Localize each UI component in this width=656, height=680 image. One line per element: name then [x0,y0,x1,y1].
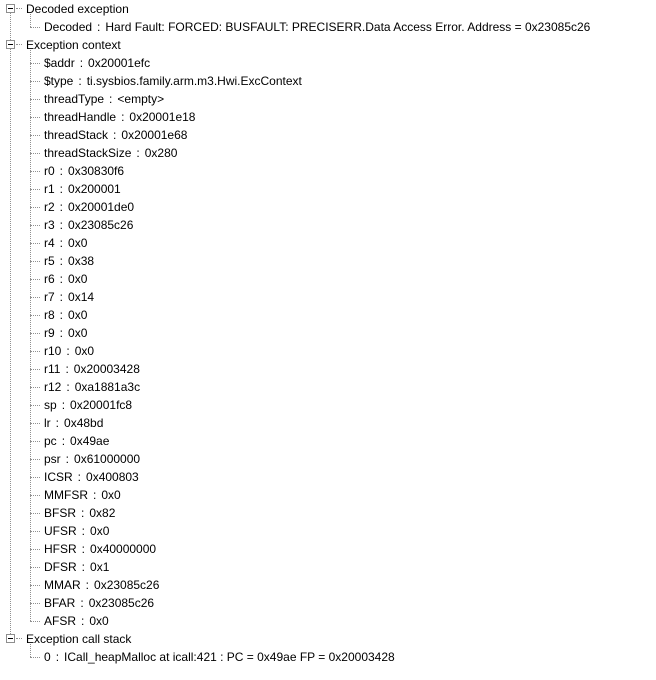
tree-item-separator: : [65,362,69,376]
tree-connector [30,171,40,172]
tree-item-name: r3 [44,218,55,232]
tree-connector [30,153,40,154]
tree-item-separator: : [79,56,84,70]
tree-item-value: 0x280 [144,146,178,160]
tree-connector [30,27,40,28]
tree-item[interactable] [44,288,94,306]
tree-item-name: r4 [44,236,55,250]
tree-section-label[interactable]: Exception context [26,38,121,52]
tree-item-name: r9 [44,326,55,340]
tree-item[interactable] [44,522,109,540]
tree-item-name: r0 [44,164,55,178]
tree-item-name: MMAR [44,578,81,592]
tree-connector [30,14,31,27]
tree-connector [10,13,11,40]
tree-connector [30,279,40,280]
tree-item-name: r5 [44,254,55,268]
tree-item-separator: : [59,326,64,340]
tree-connector [16,638,22,639]
tree-item[interactable] [44,270,87,288]
tree-item-value: 0x0 [90,524,110,538]
tree-item-name: ICSR [44,470,73,484]
tree-connector [30,423,40,424]
tree-item[interactable] [44,450,140,468]
tree-item[interactable] [44,108,195,126]
tree-item[interactable] [44,594,154,612]
tree-connector [30,531,40,532]
tree-item-name: HFSR [44,542,77,556]
tree-connector [16,44,22,45]
tree-item-value: 0x49ae [70,434,110,448]
tree-item-value: 0x20001efc [88,56,151,70]
tree-item-separator: : [59,272,64,286]
tree-item-separator: : [61,434,66,448]
collapse-toggle-icon[interactable] [6,634,15,643]
collapse-toggle-icon[interactable] [6,40,15,49]
tree-connector [30,207,40,208]
tree-item-name: DFSR [44,560,77,574]
tree-item[interactable] [44,144,177,162]
tree-item-value: 0xa1881a3c [74,380,141,394]
tree-item-name: threadStackSize [44,146,132,160]
tree-connector [30,63,40,64]
tree-item-value: 0x400803 [86,470,139,484]
tree-connector [30,50,31,621]
tree-item-separator: : [55,416,60,430]
tree-item-name: $type [44,74,74,88]
tree-item[interactable] [44,360,140,378]
tree-item[interactable] [44,252,94,270]
tree-connector [30,549,40,550]
tree-item[interactable] [44,198,134,216]
tree-item-name: lr [44,416,51,430]
tree-item-value: 0x200001 [68,182,121,196]
tree-item-separator: : [59,218,64,232]
tree-connector [30,81,40,82]
tree-connector [30,477,40,478]
tree-item-value: 0x20001e18 [129,110,196,124]
tree-connector [30,135,40,136]
tree-item[interactable] [44,54,150,72]
tree-connector [30,225,40,226]
tree-item[interactable] [44,180,121,198]
tree-item-separator: : [59,290,64,304]
tree-item-value: 0x82 [89,506,116,520]
tree-connector [30,297,40,298]
tree-connector [30,621,40,622]
tree-connector [30,495,40,496]
tree-item-value: 0x0 [68,236,88,250]
tree-connector [30,117,40,118]
tree-connector [30,351,40,352]
tree-item-name: r7 [44,290,55,304]
tree-item-name: r6 [44,272,55,286]
tree-item-name: psr [44,452,61,466]
tree-item-separator: : [81,524,86,538]
tree-item-value: ti.sysbios.family.arm.m3.Hwi.ExcContext [86,74,302,88]
tree-item-name: threadStack [44,128,109,142]
tree-connector [30,657,40,658]
tree-item-value: 0x1 [90,560,110,574]
tree-item-value: 0x0 [68,308,88,322]
tree-item[interactable] [44,324,87,342]
tree-item-name: r1 [44,182,55,196]
tree-item-separator: : [93,488,97,502]
tree-connector [30,243,40,244]
tree-item[interactable] [44,306,87,324]
tree-connector [30,459,40,460]
tree-item-separator: : [66,380,70,394]
tree-item[interactable] [44,486,121,504]
tree-item[interactable] [44,540,156,558]
tree-item-name: pc [44,434,57,448]
tree-connector [30,603,40,604]
tree-item-separator: : [59,182,64,196]
tree-item-name: threadType [44,92,105,106]
tree-item-name: r10 [44,344,62,358]
tree-item[interactable] [44,90,164,108]
tree-section-label[interactable]: Exception call stack [26,632,132,646]
tree-item[interactable] [44,396,132,414]
tree-item[interactable] [44,216,133,234]
tree-connector [30,333,40,334]
tree-item-separator: : [80,596,84,610]
tree-item-value: 0x0 [101,488,121,502]
tree-item-name: BFSR [44,506,77,520]
tree-item-separator: : [121,110,125,124]
tree-section-label[interactable]: Decoded exception [26,2,129,16]
tree-connector [30,189,40,190]
tree-item[interactable] [44,576,159,594]
tree-item-separator: : [81,560,86,574]
tree-item-separator: : [66,344,70,358]
tree-item-separator: : [81,614,85,628]
tree-item[interactable] [44,432,109,450]
tree-item-value: 0x23085c26 [88,596,155,610]
tree-item-value: 0x0 [68,272,88,286]
tree-item-value: ICall_heapMalloc at icall:421 : PC = 0x49ae FP = 0x20003428 [64,650,395,664]
tree-item-separator: : [65,452,70,466]
tree-item-name: threadHandle [44,110,117,124]
tree-item[interactable] [44,234,87,252]
tree-connector [30,405,40,406]
tree-item-value: 0x23085c26 [68,218,134,232]
tree-item[interactable] [44,378,140,396]
tree-item-separator: : [81,506,85,520]
tree-item-name: r12 [44,380,62,394]
tree-item-name: AFSR [44,614,77,628]
tree-item-separator: : [113,128,117,142]
tree-item-separator: : [59,200,64,214]
tree-item-value: 0x30830f6 [68,164,125,178]
tree-item-separator: : [78,74,82,88]
tree-item-separator: : [85,578,90,592]
tree-connector [10,49,11,634]
tree-item[interactable] [44,72,302,90]
tree-item-value: 0x20001fc8 [70,398,133,412]
tree-item-name: 0 [44,650,51,664]
tree-item-name: BFAR [44,596,76,610]
tree-item-name: sp [44,398,57,412]
tree-connector [30,513,40,514]
tree-item-value: 0x0 [89,614,109,628]
tree-connector [30,585,40,586]
tree-item-separator: : [109,92,113,106]
tree-connector [30,567,40,568]
tree-connector [30,369,40,370]
tree-item-value: 0x61000000 [74,452,141,466]
tree-item-separator: : [97,20,101,34]
tree-item[interactable] [44,558,109,576]
tree-item-separator: : [55,650,60,664]
tree-item-value: 0x0 [74,344,95,358]
tree-connector [30,441,40,442]
tree-item-separator: : [61,398,66,412]
tree-item-separator: : [81,542,86,556]
tree-item-separator: : [59,236,64,250]
tree-item-separator: : [59,164,64,178]
tree-connector [30,644,31,657]
tree-item[interactable] [44,18,590,36]
tree-item-value: 0x48bd [64,416,104,430]
tree-item-value: <empty> [117,92,165,106]
tree-item[interactable] [44,648,395,666]
tree-item-value: 0x20003428 [73,362,140,376]
tree-item-name: Decoded [44,20,93,34]
tree-item[interactable] [44,162,124,180]
tree-item-name: MMFSR [44,488,88,502]
tree-item-separator: : [77,470,82,484]
tree-item-value: 0x38 [68,254,95,268]
tree-item-value: 0x23085c26 [94,578,160,592]
tree-item-name: $addr [44,56,75,70]
tree-item-value: 0x20001de0 [68,200,135,214]
tree-connector [30,261,40,262]
tree-item-value: 0x0 [68,326,88,340]
tree-item-value: Hard Fault: FORCED: BUSFAULT: PRECISERR.Data Access Error. Address = 0x23085c26 [105,20,591,34]
tree-connector [30,99,40,100]
tree-item-separator: : [59,254,64,268]
tree-item[interactable] [44,414,103,432]
tree-item-name: r8 [44,308,55,322]
tree-item-name: UFSR [44,524,77,538]
tree-item-value: 0x40000000 [90,542,157,556]
tree-item-value: 0x20001e68 [121,128,188,142]
tree-item-name: r11 [44,362,61,376]
collapse-toggle-icon[interactable] [6,4,15,13]
tree-item-value: 0x14 [68,290,95,304]
tree-item[interactable] [44,612,109,630]
tree-connector [30,315,40,316]
tree-item-separator: : [136,146,140,160]
tree-item-name: r2 [44,200,55,214]
tree-connector [16,8,22,9]
tree-item-separator: : [59,308,64,322]
tree-item[interactable] [44,504,115,522]
tree-item[interactable] [44,468,139,486]
tree-item[interactable] [44,126,187,144]
tree-item[interactable] [44,342,94,360]
tree-connector [30,387,40,388]
